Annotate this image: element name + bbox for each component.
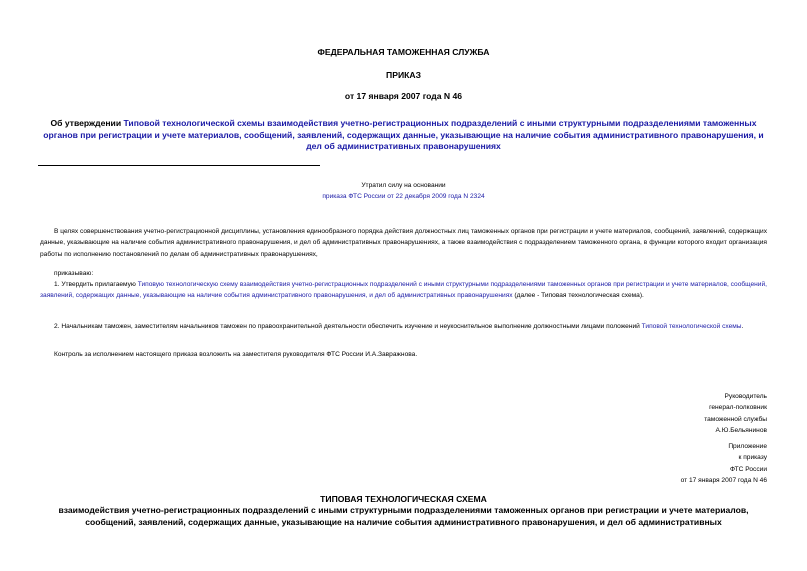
scheme-subtitle: взаимодействия учетно-регистрационных подразделений с иными структурными подразделениями таможенных органов при регистрации и учете материалов, сообщений, заявлений, содержащих данные, указывающие на наличие события административного правонарушения, и дел об административных bbox=[58, 505, 749, 527]
item-1-suffix: (далее - Типовая технологическая схема). bbox=[512, 292, 644, 300]
title-scheme-link[interactable]: Типовой технологической схемы взаимодействия учетно-регистрационных подразделений с иными структурными подразделениями таможенных органов при регистрации и учете материалов, сообщений, заявлений, содержащих данные, указывающие на наличие события административного правонарушения, и дел об административных правонарушениях bbox=[43, 118, 764, 151]
doc-type-heading: ПРИКАЗ bbox=[386, 70, 421, 80]
appendix-to-order: к приказу bbox=[738, 454, 767, 462]
control-paragraph: Контроль за исполнением настоящего приказа возложить на заместителя руководителя ФТС России И.А.Завражнова. bbox=[54, 351, 418, 358]
item-2-prefix: 2. Начальникам таможен, заместителям начальников таможен по правоохранительной деятельности обеспечить изучение и неукоснительное выполнение должностными лицами положений bbox=[54, 323, 642, 330]
item-2-suffix: . bbox=[741, 323, 744, 330]
item-1-prefix: 1. Утвердить прилагаемую bbox=[54, 281, 138, 288]
doc-date-number: от 17 января 2007 года N 46 bbox=[344, 91, 463, 101]
signature-name: А.Ю.Бельянинов bbox=[715, 426, 767, 434]
order-word: приказываю: bbox=[54, 270, 94, 277]
signature-block bbox=[704, 391, 767, 436]
title-prefix: Об утверждении bbox=[50, 118, 124, 128]
lost-force-text: Утратил силу на основании bbox=[361, 182, 446, 189]
signature-position: Руководитель bbox=[724, 393, 767, 400]
lost-force-link[interactable]: приказа ФТС России от 22 декабря 2009 года N 2324 bbox=[322, 193, 485, 200]
signature-service: таможенной службы bbox=[704, 415, 767, 423]
intro-paragraph: В целях совершенствования учетно-регистрационной дисциплины, установления единообразного порядка действия должностных лиц таможенных органов при регистрации и учете материалов, сообщений, заявлений, содержащих данные, указывающие на наличие события административного правонарушения, и дел об административных правонарушениях, а также взаимодействия с подразделением таможенного органа, в функции которого входит организация работы по исполнению постановлений по делам об административных правонарушениях, bbox=[40, 228, 767, 258]
item-2-paragraph bbox=[40, 321, 767, 332]
appendix-label: Приложение bbox=[728, 443, 767, 450]
appendix-block bbox=[681, 441, 767, 486]
appendix-agency: ФТС России bbox=[730, 465, 767, 473]
organization-heading: ФЕДЕРАЛЬНАЯ ТАМОЖЕННАЯ СЛУЖБА bbox=[317, 47, 490, 57]
lost-force-link-row bbox=[0, 193, 807, 200]
item-1-scheme-link[interactable]: Типовую технологическую схему взаимодействия учетно-регистрационных подразделений с иными структурными подразделениями таможенных органов при регистрации и учете материалов, сообщений, заявлений, содержащих данные, указывающие на наличие события административного правонарушения, и дел об административных правонарушениях bbox=[40, 281, 768, 300]
document-title bbox=[36, 118, 771, 153]
appendix-date: от 17 января 2007 года N 46 bbox=[680, 476, 767, 484]
scheme-title: ТИПОВАЯ ТЕХНОЛОГИЧЕСКАЯ СХЕМА bbox=[320, 494, 487, 504]
separator-line bbox=[38, 165, 320, 166]
item-2-scheme-link[interactable]: Типовой технологической схемы bbox=[641, 323, 742, 330]
signature-rank: генерал-полковник bbox=[709, 404, 767, 412]
item-1-paragraph bbox=[40, 279, 767, 302]
